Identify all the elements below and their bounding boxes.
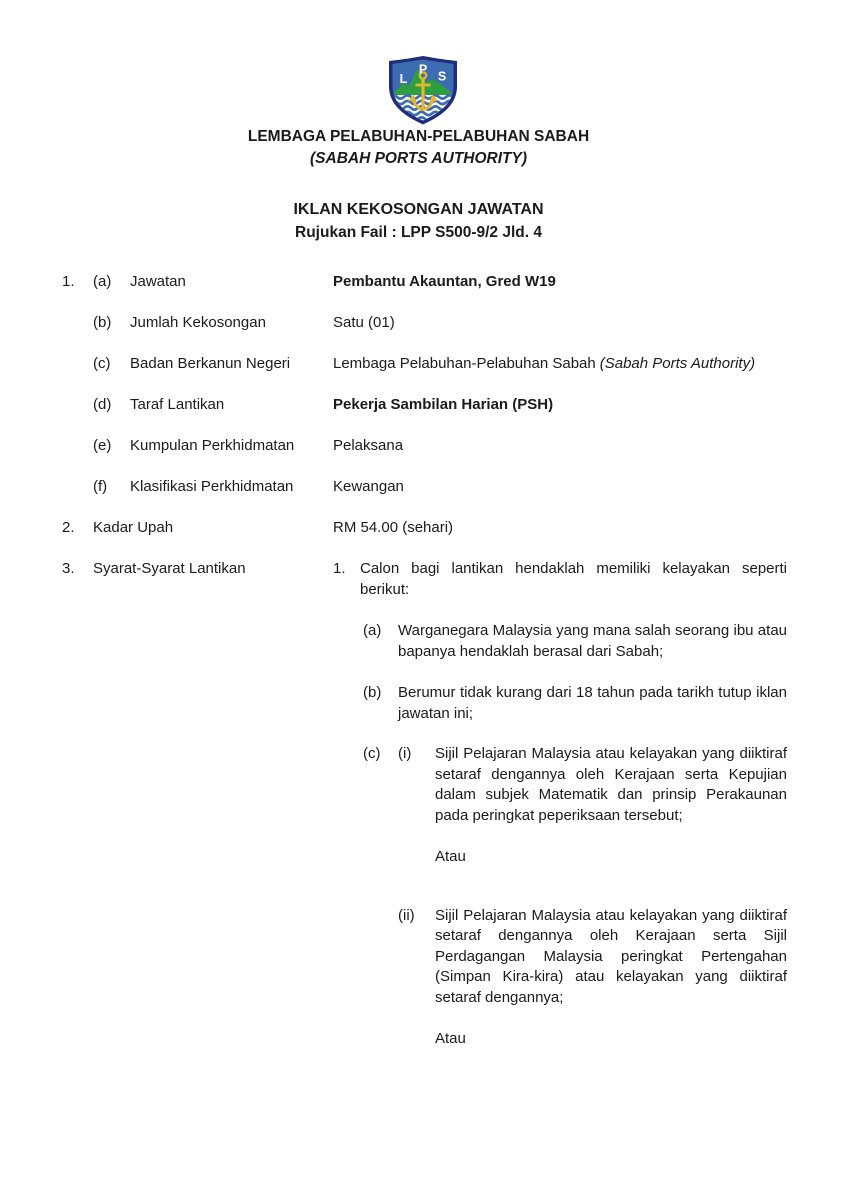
file-reference: Rujukan Fail : LPP S500-9/2 Jld. 4 <box>295 224 542 241</box>
sub-letter: (a) <box>363 622 382 639</box>
sub-letter: (b) <box>363 684 382 701</box>
detail-row-1f <box>62 477 787 498</box>
detail-row-3 <box>62 559 787 1050</box>
item-number: 3. <box>62 560 75 577</box>
item-label: Syarat-Syarat Lantikan <box>93 560 246 577</box>
item-value <box>333 559 787 1050</box>
item-number: 2. <box>62 519 75 536</box>
item-number <box>62 436 93 457</box>
item-letter: (a) <box>93 273 112 290</box>
option-numeral: (i) <box>398 745 412 762</box>
shield-logo-svg <box>387 55 459 125</box>
org-name-block <box>0 126 840 170</box>
item-value: RM 54.00 (sehari) <box>333 519 454 536</box>
detail-row-1c <box>62 354 787 375</box>
option-text: Sijil Pelajaran Malaysia atau kelayakan yang diiktiraf setaraf dengannya oleh Kerajaan serta Sijil Perdagangan Malaysia peringkat Pertengahan (Simpan Kira-kira) atau kelayakan yang diiktiraf setaraf dengannya; <box>435 906 787 1006</box>
item-value: Kewangan <box>333 478 404 495</box>
sub-text: Berumur tidak kurang dari 18 tahun pada tarikh tutup iklan jawatan ini; <box>398 684 787 722</box>
item-label: Jumlah Kekosongan <box>130 314 266 331</box>
detail-row-1b <box>62 313 787 334</box>
item-label: Badan Berkanun Negeri <box>130 355 291 372</box>
requirement-sub-b <box>363 683 787 724</box>
detail-row-2 <box>62 518 787 539</box>
detail-row-1d <box>62 395 787 416</box>
document-title: IKLAN KEKOSONGAN JAWATAN <box>293 201 544 218</box>
requirement-sub-a <box>363 621 787 662</box>
letter-s: S <box>437 69 446 84</box>
item-number <box>62 477 93 498</box>
letter-l: L <box>399 72 407 86</box>
item-number <box>62 395 93 416</box>
option-text: Sijil Pelajaran Malaysia atau kelayakan yang diiktiraf setaraf dengannya oleh Kerajaan serta Kepujian dalam subjek Matematik dan prinsip Perakaunan pada peringkat peperiksaan tersebut; <box>435 745 787 824</box>
item-value <box>333 354 787 375</box>
item-letter: (d) <box>93 396 112 413</box>
item-label: Taraf Lantikan <box>130 396 225 413</box>
item-label: Jawatan <box>130 273 186 290</box>
requirement-sub-c-option-i <box>363 744 787 826</box>
item-number <box>62 354 93 375</box>
item-value: Pekerja Sambilan Harian (PSH) <box>333 396 554 413</box>
sub-letter: (c) <box>363 745 381 762</box>
sub-text: Warganegara Malaysia yang mana salah seorang ibu atau bapanya hendaklah berasal dari Sabah; <box>398 622 787 660</box>
lps-crest-logo <box>387 55 459 125</box>
document-title-block <box>0 198 840 244</box>
item-number <box>62 313 93 334</box>
item-letter: (b) <box>93 314 112 331</box>
detail-row-1e <box>62 436 787 457</box>
option-numeral: (ii) <box>398 906 415 924</box>
or-separator-2: Atau <box>435 1030 466 1047</box>
requirement-1 <box>333 559 787 600</box>
item-letter: (e) <box>93 437 112 454</box>
or-separator-1: Atau <box>435 848 466 865</box>
item-letter: (c) <box>93 355 111 372</box>
item-label: Kumpulan Perkhidmatan <box>130 437 295 454</box>
detail-row-1a <box>62 272 787 293</box>
org-name-malay: LEMBAGA PELABUHAN-PELABUHAN SABAH <box>247 128 590 145</box>
item-label: Klasifikasi Perkhidmatan <box>130 478 294 495</box>
requirement-sub-c-option-ii <box>398 906 787 1009</box>
item-value: Pelaksana <box>333 437 404 454</box>
item-value-italic: (Sabah Ports Authority) <box>599 355 756 372</box>
item-number: 1. <box>62 273 75 290</box>
item-label: Kadar Upah <box>93 519 174 536</box>
requirement-intro: Calon bagi lantikan hendaklah memiliki kelayakan seperti berikut: <box>360 560 787 598</box>
letter-p: P <box>418 62 427 77</box>
org-name-english: (SABAH PORTS AUTHORITY) <box>310 150 527 167</box>
item-value: Satu (01) <box>333 314 395 331</box>
item-value-text: Lembaga Pelabuhan-Pelabuhan Sabah <box>333 355 596 372</box>
item-letter: (f) <box>93 478 108 495</box>
requirement-number: 1. <box>333 560 346 577</box>
item-value: Pembantu Akauntan, Gred W19 <box>333 273 556 290</box>
